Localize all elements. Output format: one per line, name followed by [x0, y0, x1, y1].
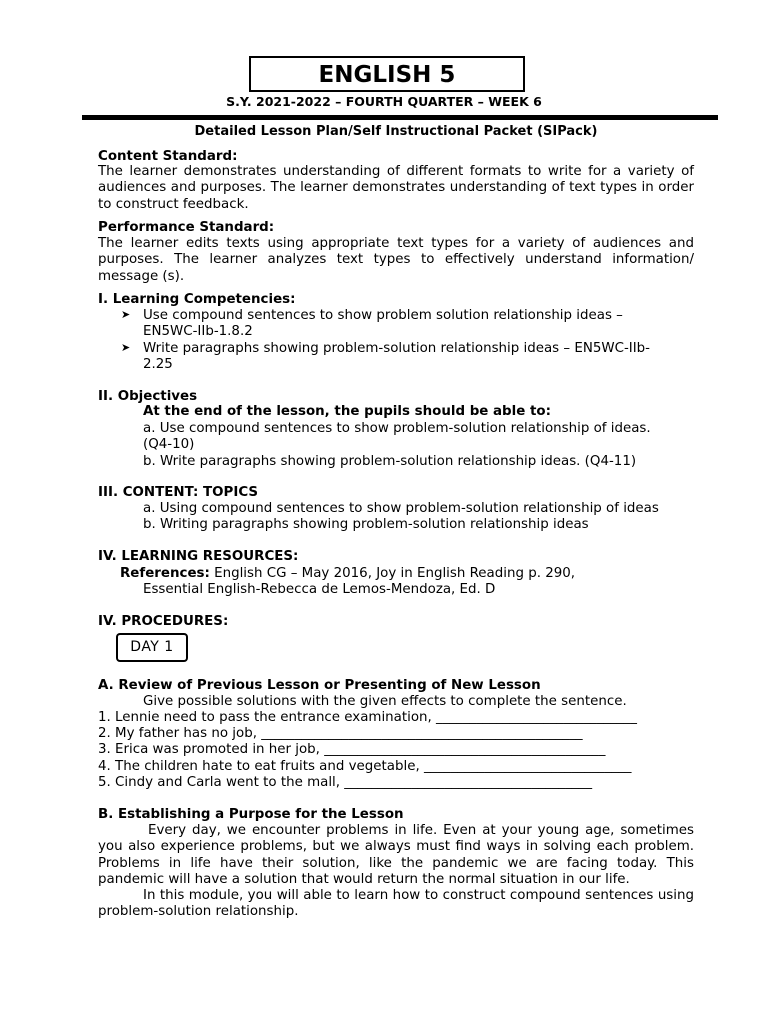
competency-item: ➤ Write paragraphs showing problem-solution relationship ideas – EN5WC-IIb- 2.25	[121, 341, 651, 372]
competency-item: ➤ Use compound sentences to show problem solution relationship ideas – EN5WC-IIb-1.8.2	[121, 308, 623, 339]
list-item: 3. Erica was promoted in her job, __________________________________________	[98, 742, 606, 757]
objectives-intro: At the end of the lesson, the pupils should be able to:	[143, 404, 551, 419]
topic-b: b. Writing paragraphs showing problem-solution relationship ideas	[143, 517, 589, 532]
section-a-heading: A. Review of Previous Lesson or Presenting of New Lesson	[98, 678, 541, 693]
competencies-heading: I. Learning Competencies:	[98, 292, 296, 307]
list-item: 5. Cindy and Carla went to the mall, _____________________________________	[98, 775, 593, 790]
topic-a: a. Using compound sentences to show problem-solution relationship of ideas	[143, 501, 659, 516]
performance-standard-heading: Performance Standard:	[98, 220, 275, 235]
objectives-heading: II. Objectives	[98, 389, 198, 404]
section-a-instruction: Give possible solutions with the given effects to complete the sentence.	[143, 694, 627, 709]
objective-b: b. Write paragraphs showing problem-solution relationship ideas. (Q4-11)	[143, 454, 637, 469]
section-b-heading: B. Establishing a Purpose for the Lesson	[98, 807, 404, 822]
resources-heading: IV. LEARNING RESOURCES:	[98, 549, 299, 564]
references-line-2: Essential English-Rebecca de Lemos-Mendoza, Ed. D	[143, 582, 496, 597]
content-topics-heading: III. CONTENT: TOPICS	[98, 485, 259, 500]
section-b-paragraph-2: In this module, you will able to learn how to construct compound sentences using problem-solution relationship.	[98, 888, 694, 920]
section-b-paragraph-1: Every day, we encounter problems in life. Even at your young age, sometimes you also experience problems, but we always must find ways in solving each problem. Problems in life have their solution, like the pandemic we are facing today. This pandemic will have a solution that would return the normal situation in our life.	[98, 823, 694, 888]
list-item: 1. Lennie need to pass the entrance examination, ______________________________	[98, 710, 637, 725]
references-label: References:	[120, 566, 210, 581]
packet-title: Detailed Lesson Plan/Self Instructional Packet (SIPack)	[194, 124, 598, 139]
content-standard-text: The learner demonstrates understanding of different formats to write for a variety of audiences and purposes. The learner demonstrates understanding of text types in order to construct feedback.	[98, 164, 694, 212]
procedures-heading: IV. PROCEDURES:	[98, 614, 229, 629]
references-text: English CG – May 2016, Joy in English Reading p. 290,	[209, 566, 576, 581]
day-label-box: DAY 1	[116, 633, 188, 662]
performance-standard-text: The learner edits texts using appropriate text types for a variety of audiences and purposes. The learner analyzes text types to effectively understand information/ message (s).	[98, 236, 694, 284]
references-line	[120, 566, 575, 582]
header-divider	[82, 115, 718, 120]
document-title: ENGLISH 5	[249, 56, 525, 92]
arrow-bullet-icon: ➤	[121, 341, 131, 354]
school-year-subtitle: S.Y. 2021-2022 – FOURTH QUARTER – WEEK 6	[226, 94, 542, 109]
list-item: 4. The children hate to eat fruits and vegetable, _______________________________	[98, 759, 632, 774]
content-standard-heading: Content Standard:	[98, 149, 238, 164]
objective-a: a. Use compound sentences to show problem-solution relationship of ideas.	[143, 421, 651, 436]
arrow-bullet-icon: ➤	[121, 308, 131, 321]
list-item: 2. My father has no job, ________________________________________________	[98, 726, 583, 741]
objective-a-code: (Q4-10)	[143, 437, 195, 452]
